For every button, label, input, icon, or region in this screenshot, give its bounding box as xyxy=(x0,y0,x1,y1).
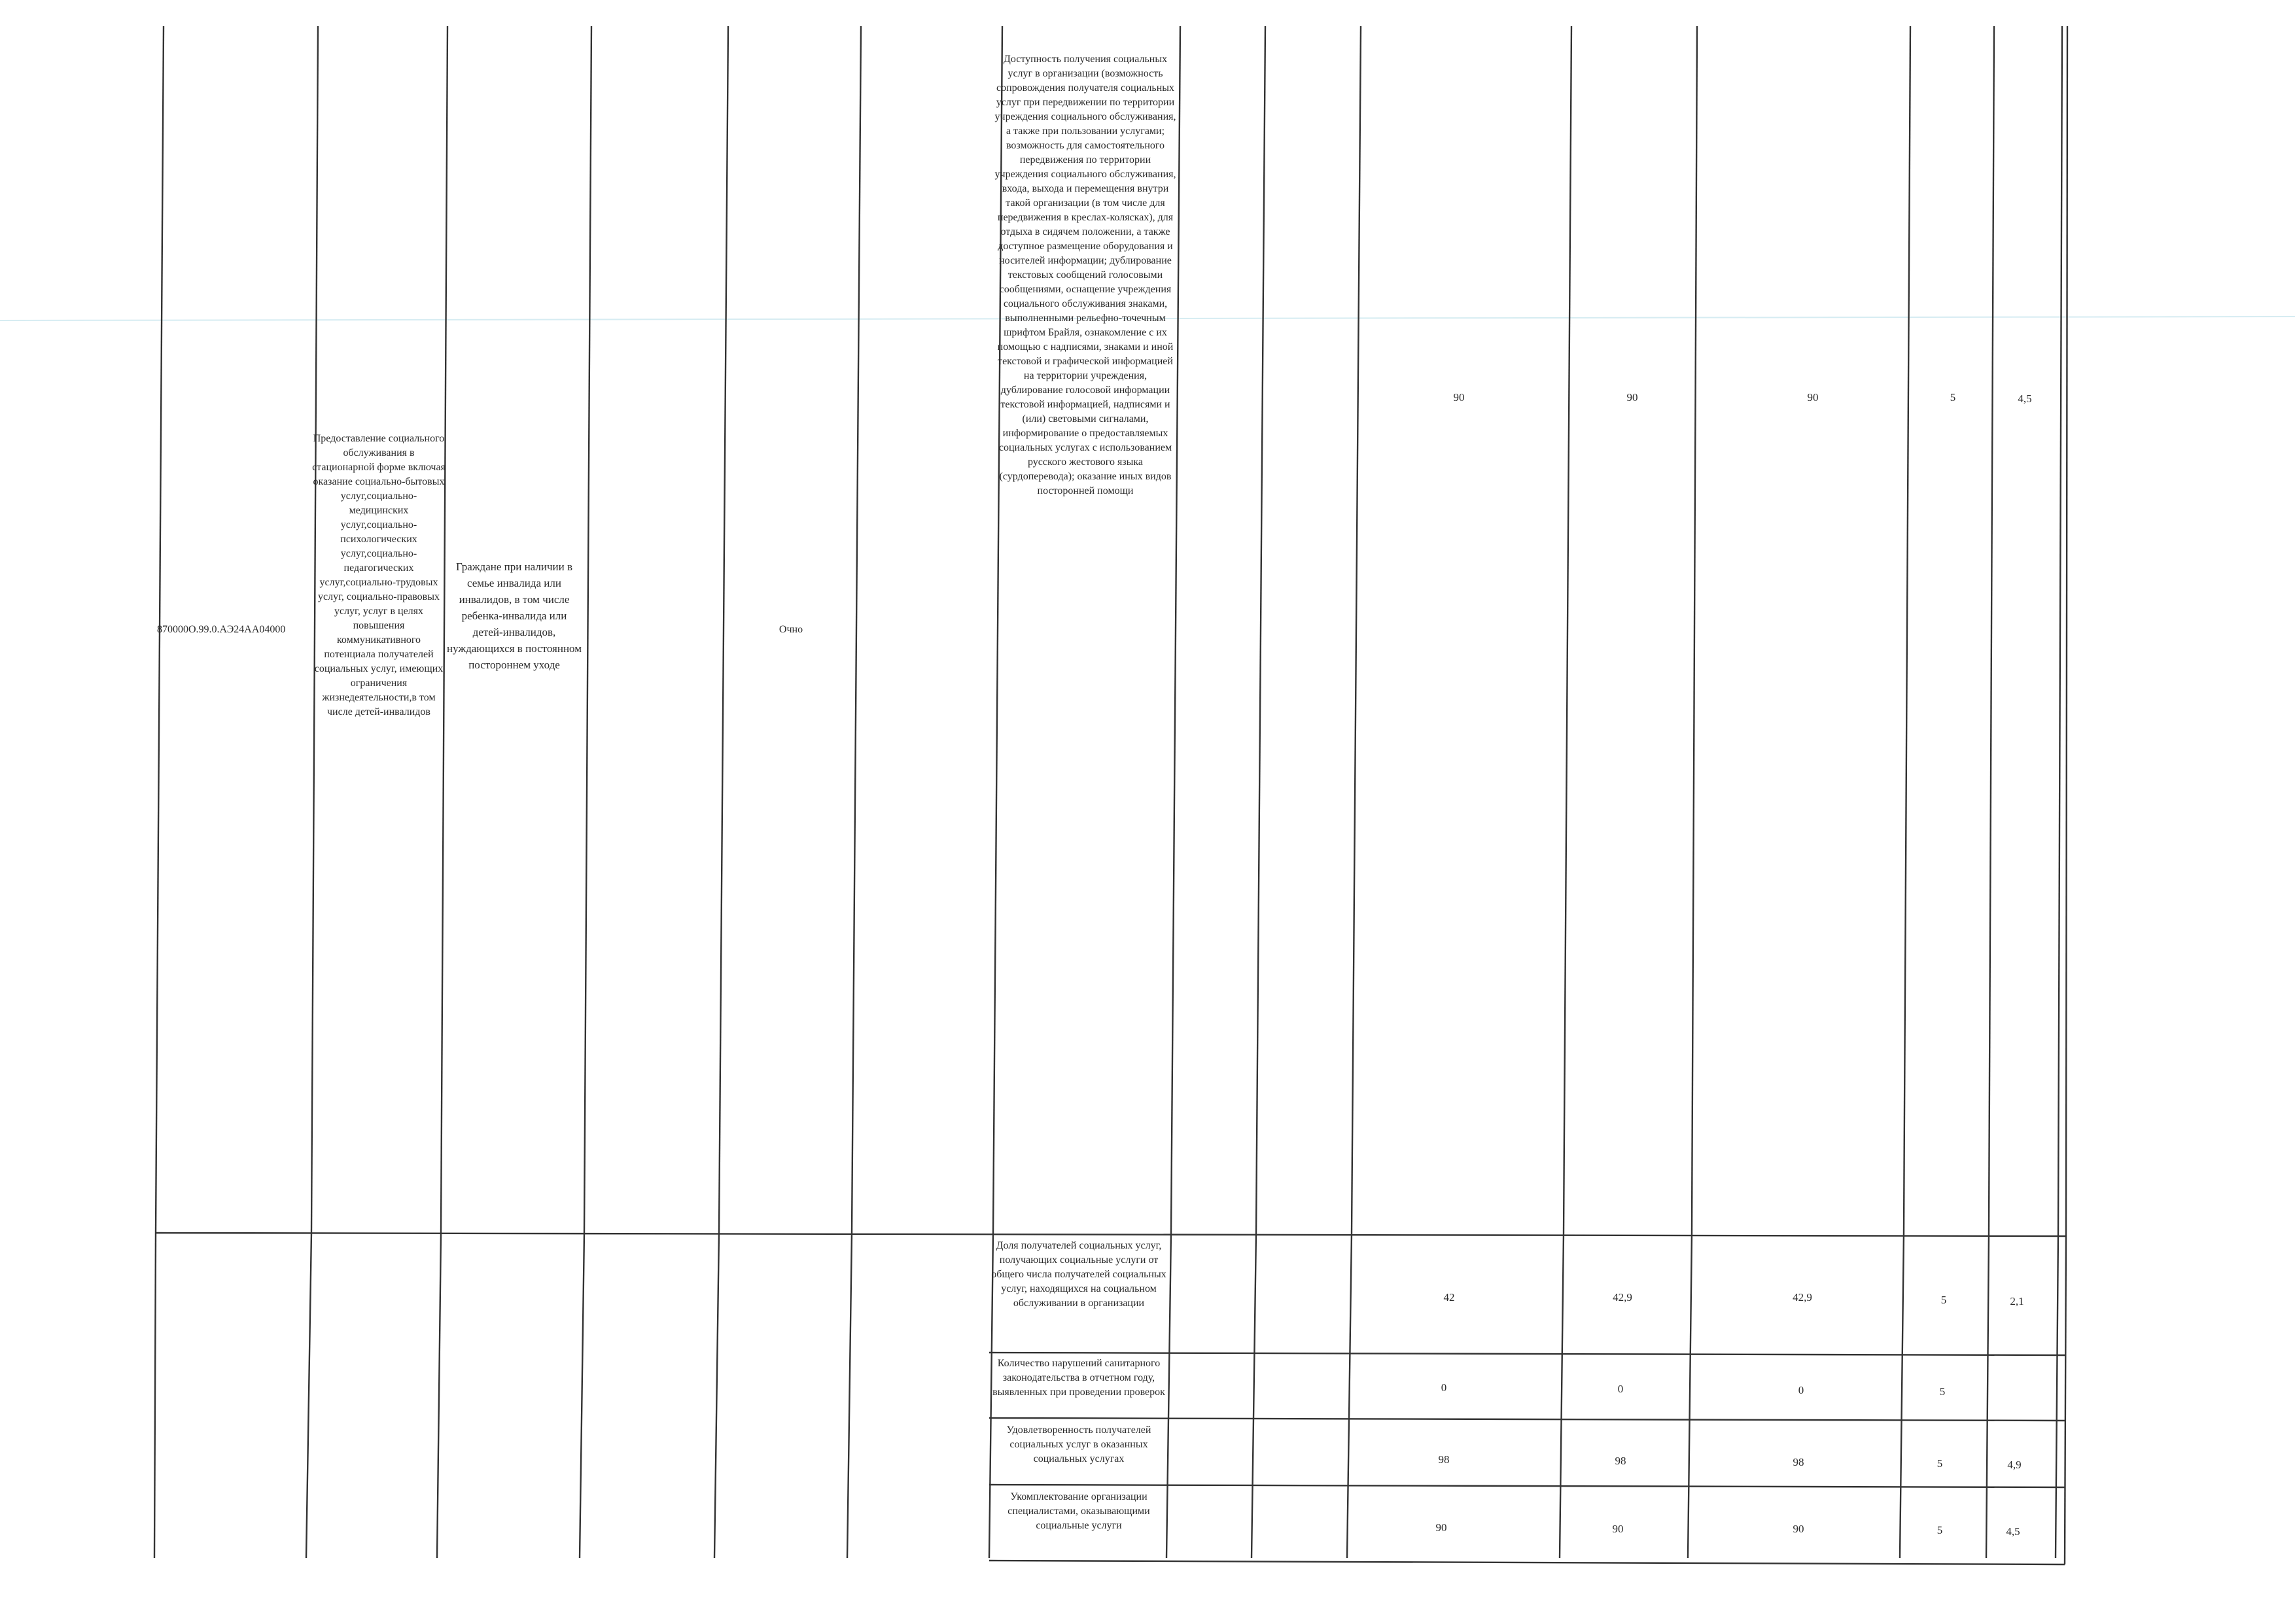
quality-indicator: Доступность получения социальных услуг в организации (возможность сопровождения получателя социальных услуг при передвижении по территории учреждения социального обслуживания, а также при пользовании услугами; возможность для самостоятельного передвижения по территории учреждения социального обслуживания, входа, выхода и перемещения внутри такой организации (в том числе для передвижения в креслах-колясках), для отдыха в сидячем положении, а также доступное размещение оборудования и носителей информации; дублирование текстовых сообщений голосовыми сообщениями, оснащение учреждения социального обслуживания знаками, выполненными рельефно-точечным шрифтом Брайля, ознакомление с их помощью с надписями, знаками и иной текстовой и графической информацией на территории учреждения, дублирование голосовой информации текстовой информацией, надписями и (или) световыми сигналами, информирование о предоставляемых социальных услугах с использованием русского жестового языка (сурдоперевода); оказание иных видов посторонней помощи xyxy=(994,54,1176,496)
col-line xyxy=(1252,1233,1256,1558)
col-line xyxy=(2066,26,2067,1236)
value-planned: 90 xyxy=(1612,1523,1624,1535)
value-score: 4,5 xyxy=(2006,1525,2020,1538)
value-deviation: 5 xyxy=(1939,1385,1946,1398)
col-line xyxy=(1986,1233,1989,1558)
row-line xyxy=(989,1353,2065,1355)
value-planned: 0 xyxy=(1617,1383,1624,1395)
col-line xyxy=(1688,1233,1692,1558)
row-line xyxy=(989,1418,2065,1421)
value-approved: 90 xyxy=(1435,1521,1447,1534)
col-line xyxy=(584,26,591,1233)
row-line xyxy=(156,1233,2066,1236)
col-line xyxy=(1347,1233,1352,1558)
col-line xyxy=(1989,26,1994,1233)
col-line xyxy=(1256,26,1265,1233)
value-approved: 90 xyxy=(1453,391,1465,404)
quality-indicator: Доля получателей социальных услуг, получающих социальные услуги от общего числа получателей социальных услуг, находящихся на социальном обслуживании в организации xyxy=(991,1240,1166,1309)
col-line xyxy=(2056,1233,2058,1558)
value-actual: 42,9 xyxy=(1793,1291,1812,1304)
value-deviation: 5 xyxy=(1940,1294,1947,1306)
col-line xyxy=(2058,26,2062,1233)
col-line xyxy=(2065,1236,2066,1564)
value-planned: 98 xyxy=(1615,1455,1626,1467)
value-deviation: 5 xyxy=(1936,1524,1943,1536)
value-score: 4,5 xyxy=(2018,392,2032,405)
value-planned: 42,9 xyxy=(1613,1291,1632,1304)
service-code: 870000О.99.0.АЭ24АА04000 xyxy=(157,624,286,635)
col-line xyxy=(1904,26,1910,1233)
col-line xyxy=(847,1233,852,1558)
quality-indicator: Удовлетворенность получателей социальных услуг в оказанных социальных услугах xyxy=(1006,1425,1151,1464)
col-line xyxy=(1564,26,1571,1233)
quality-indicator: Укомплектование организации специалистами, оказывающими социальные услуги xyxy=(1007,1491,1150,1531)
col-line xyxy=(714,1233,719,1558)
value-actual: 90 xyxy=(1793,1523,1804,1535)
col-line xyxy=(437,1233,441,1558)
col-line xyxy=(1900,1233,1904,1558)
service-name: Предоставление социального обслуживания в стационарной форме включая оказание социально-бытовых услуг,социально-медицинских услуг,социально-психологических услуг,социально-педагогических услуг,социально-трудовых услуг, социально-правовых услуг, услуг в целях повышения коммуникативного потенциала получателей социальных услуг, имеющих ограничения жизнедеятельности,в том числе детей-инвалидов xyxy=(312,433,446,717)
row-line xyxy=(989,1485,2065,1487)
col-line xyxy=(1560,1233,1564,1558)
col-line xyxy=(154,1233,156,1558)
col-line xyxy=(580,1233,584,1558)
service-form: Очно xyxy=(779,624,803,635)
value-approved: 42 xyxy=(1443,1291,1455,1304)
value-approved: 0 xyxy=(1441,1381,1447,1394)
value-planned: 90 xyxy=(1626,391,1638,404)
col-line xyxy=(1692,26,1697,1233)
quality-indicator: Количество нарушений санитарного законодательства в отчетном году, выявленных при проведении проверок xyxy=(992,1358,1165,1398)
value-score: 2,1 xyxy=(2010,1295,2024,1307)
value-actual: 90 xyxy=(1807,391,1819,404)
value-approved: 98 xyxy=(1438,1453,1450,1466)
value-actual: 0 xyxy=(1798,1384,1804,1396)
recipient-category: Граждане при наличии в семье инвалида или инвалидов, в том числе ребенка-инвалида или детей-инвалидов, нуждающихся в постоянном постороннем уходе xyxy=(446,561,582,671)
value-deviation: 5 xyxy=(1950,391,1956,404)
value-actual: 98 xyxy=(1793,1456,1804,1468)
value-score: 4,9 xyxy=(2007,1459,2022,1471)
row-line xyxy=(989,1561,2065,1564)
value-deviation: 5 xyxy=(1936,1457,1943,1470)
col-line xyxy=(1352,26,1361,1233)
col-line xyxy=(306,1233,311,1558)
